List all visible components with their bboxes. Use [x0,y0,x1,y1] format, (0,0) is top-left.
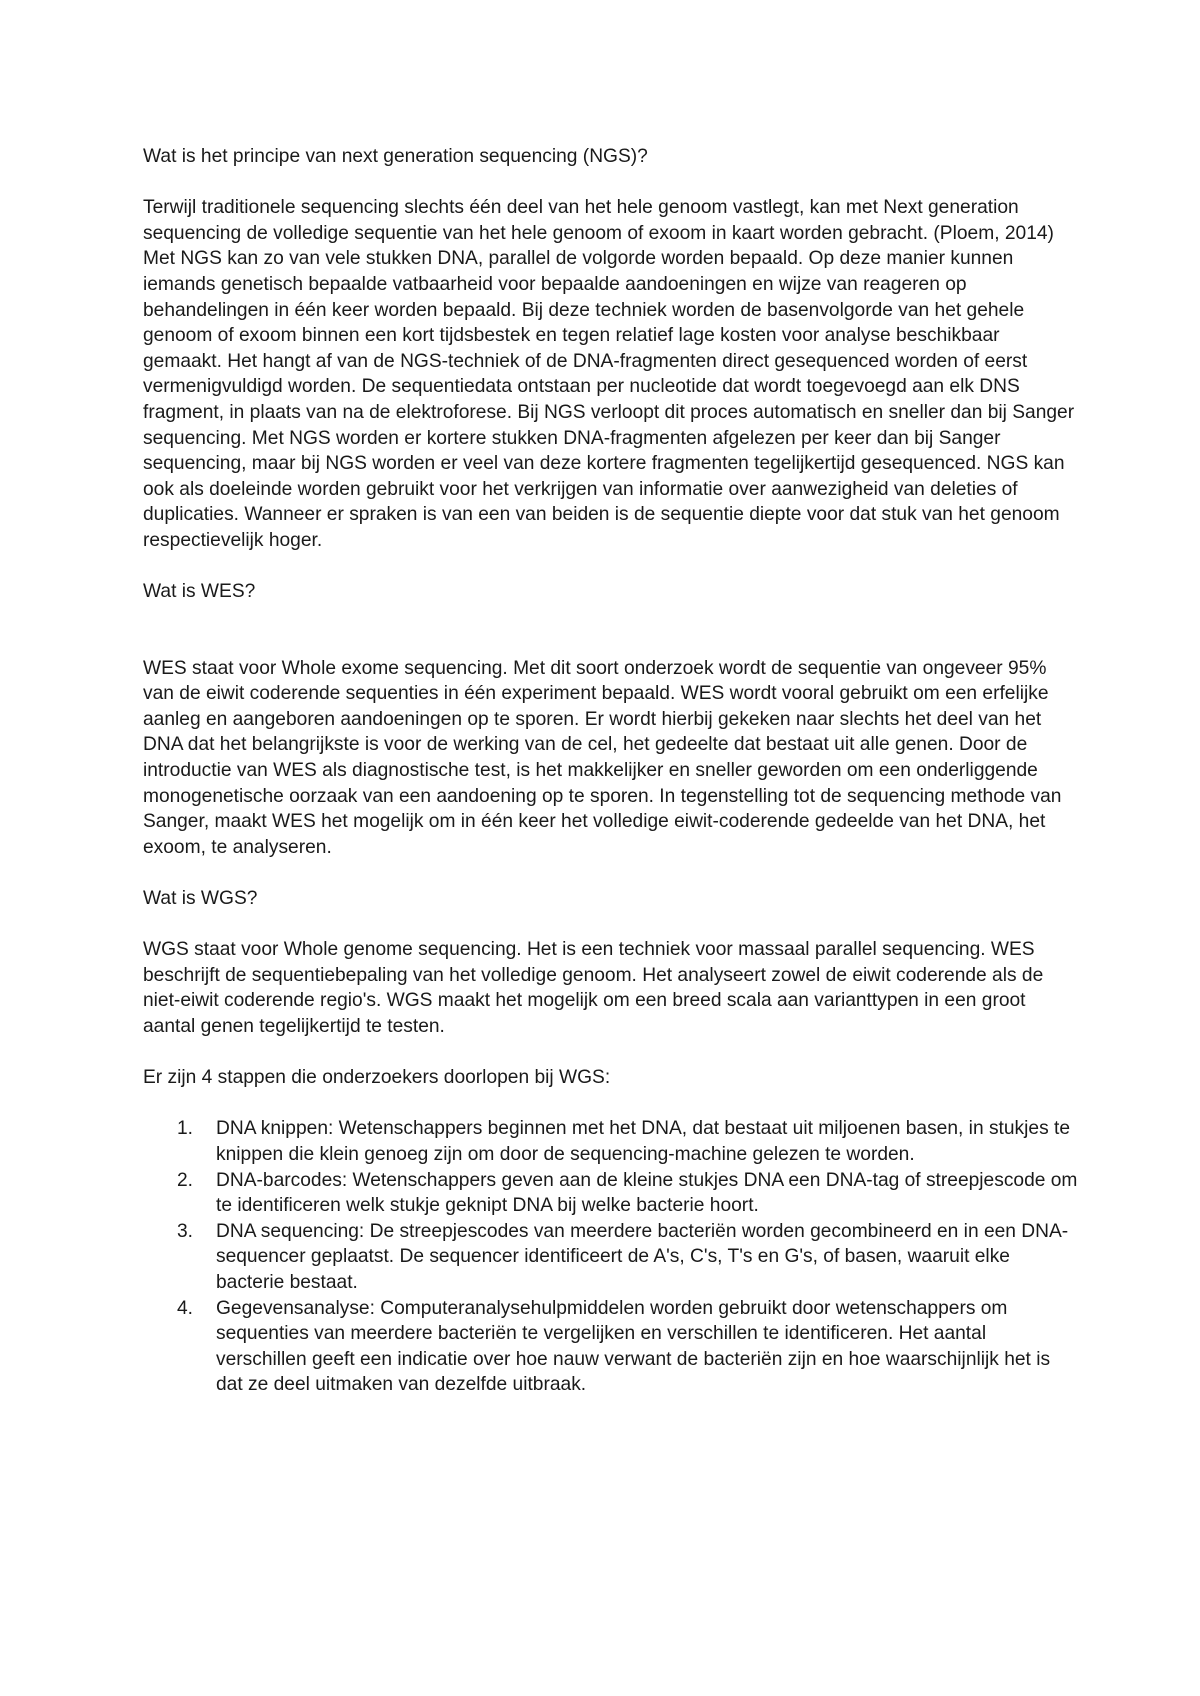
list-item [177,1116,1079,1167]
list-item [177,1168,1079,1219]
list-item-text: DNA sequencing: De streepjescodes van meerdere bacteriën worden gecombineerd en in een DNA-sequencer geplaatst. De sequencer identificeert de A's, C's, T's en G's, of basen, waaruit elke bacterie bestaat. [216,1220,1069,1293]
wes-answer: WES staat voor Whole exome sequencing. Met dit soort onderzoek wordt de sequentie van ongeveer 95% van de eiwit coderende sequenties in één experiment bepaald. WES wordt vooral gebruikt om een erfelijke aanleg en aangeboren aandoeningen op te sporen. Er wordt hierbij gekeken naar slechts het deel van het DNA dat het belangrijkste is voor de werking van de cel, het gedeelte dat bestaat uit alle genen. Door de introductie van WES als diagnostische test, is het makkelijker en sneller geworden om een onderliggende monogenetische oorzaak van een aandoening op te sporen. In tegenstelling tot de sequencing methode van Sanger, maakt WES het mogelijk om in één keer het volledige eiwit-coderende gedeelde van het DNA, het exoom, te analyseren. [143,657,1062,858]
list-item-number: 3. [177,1220,194,1242]
list-item-number: 1. [177,1118,194,1140]
wgs-steps-intro: Er zijn 4 stappen die onderzoekers doorlopen bij WGS: [143,1067,611,1089]
list-item-number: 4. [177,1297,194,1319]
ngs-answer: Terwijl traditionele sequencing slechts één deel van het hele genoom vastlegt, kan met Next generation sequencing de volledige sequentie van het hele genoom of exoom in kaart worden gebracht. (Ploem, 2014) Met NGS kan zo van vele stukken DNA, parallel de volgorde worden bepaald. Op deze manier kunnen iemands genetisch bepaalde vatbaarheid voor bepaalde aandoeningen en wijze van reageren op behandelingen in één keer worden bepaald. Bij deze techniek worden de basenvolgorde van het gehele genoom of exoom binnen een kort tijdsbestek en tegen relatief lage kosten voor analyse beschikbaar gemaakt. Het hangt af van de NGS-techniek of de DNA-fragmenten direct gesequenced worden of eerst vermenigvuldigd worden. De sequentiedata ontstaan per nucleotide dat wordt toegevoegd aan elk DNS fragment, in plaats van na de elektroforese. Bij NGS verloopt dit proces automatisch en sneller dan bij Sanger sequencing. Met NGS worden er kortere stukken DNA-fragmenten afgelezen per keer dan bij Sanger sequencing, maar bij NGS worden er veel van deze kortere fragmenten tegelijkertijd gesequenced. NGS kan ook als doeleinde worden gebruikt voor het verkrijgen van informatie over aanwezigheid van deleties of duplicaties. Wanneer er spraken is van een van beiden is de sequentie diepte voor dat stuk van het genoom respectievelijk hoger. [143,197,1075,551]
wgs-question: Wat is WGS? [143,888,258,910]
list-item [177,1219,1079,1296]
list-item-text: DNA knippen: Wetenschappers beginnen met het DNA, dat bestaat uit miljoenen basen, in stukjes te knippen die klein genoeg zijn om door de sequencing-machine gelezen te worden. [216,1118,1070,1165]
document-page [143,144,1079,1398]
list-item-text: Gegevensanalyse: Computeranalysehulpmiddelen worden gebruikt door wetenschappers om sequenties van meerdere bacteriën te vergelijken en verschillen te identificeren. Het aantal verschillen geeft een indicatie over hoe nauw verwant de bacteriën zijn en hoe waarschijnlijk het is dat ze deel uitmaken van dezelfde uitbraak. [216,1297,1051,1396]
wgs-answer: WGS staat voor Whole genome sequencing. Het is een techniek voor massaal parallel sequencing. WES beschrijft de sequentiebepaling van het volledige genoom. Het analyseert zowel de eiwit coderende als de niet-eiwit coderende regio's. WGS maakt het mogelijk om een breed scala aan varianttypen in een groot aantal genen tegelijkertijd te testen. [143,939,1044,1037]
wgs-steps-list [143,1116,1079,1398]
wes-question: Wat is WES? [143,581,256,603]
list-item-number: 2. [177,1169,194,1191]
list-item-text: DNA-barcodes: Wetenschappers geven aan de kleine stukjes DNA een DNA-tag of streepjescode om te identificeren welk stukje geknipt DNA bij welke bacterie hoort. [216,1169,1078,1217]
ngs-question: Wat is het principe van next generation sequencing (NGS)? [143,146,648,167]
list-item [177,1296,1079,1398]
